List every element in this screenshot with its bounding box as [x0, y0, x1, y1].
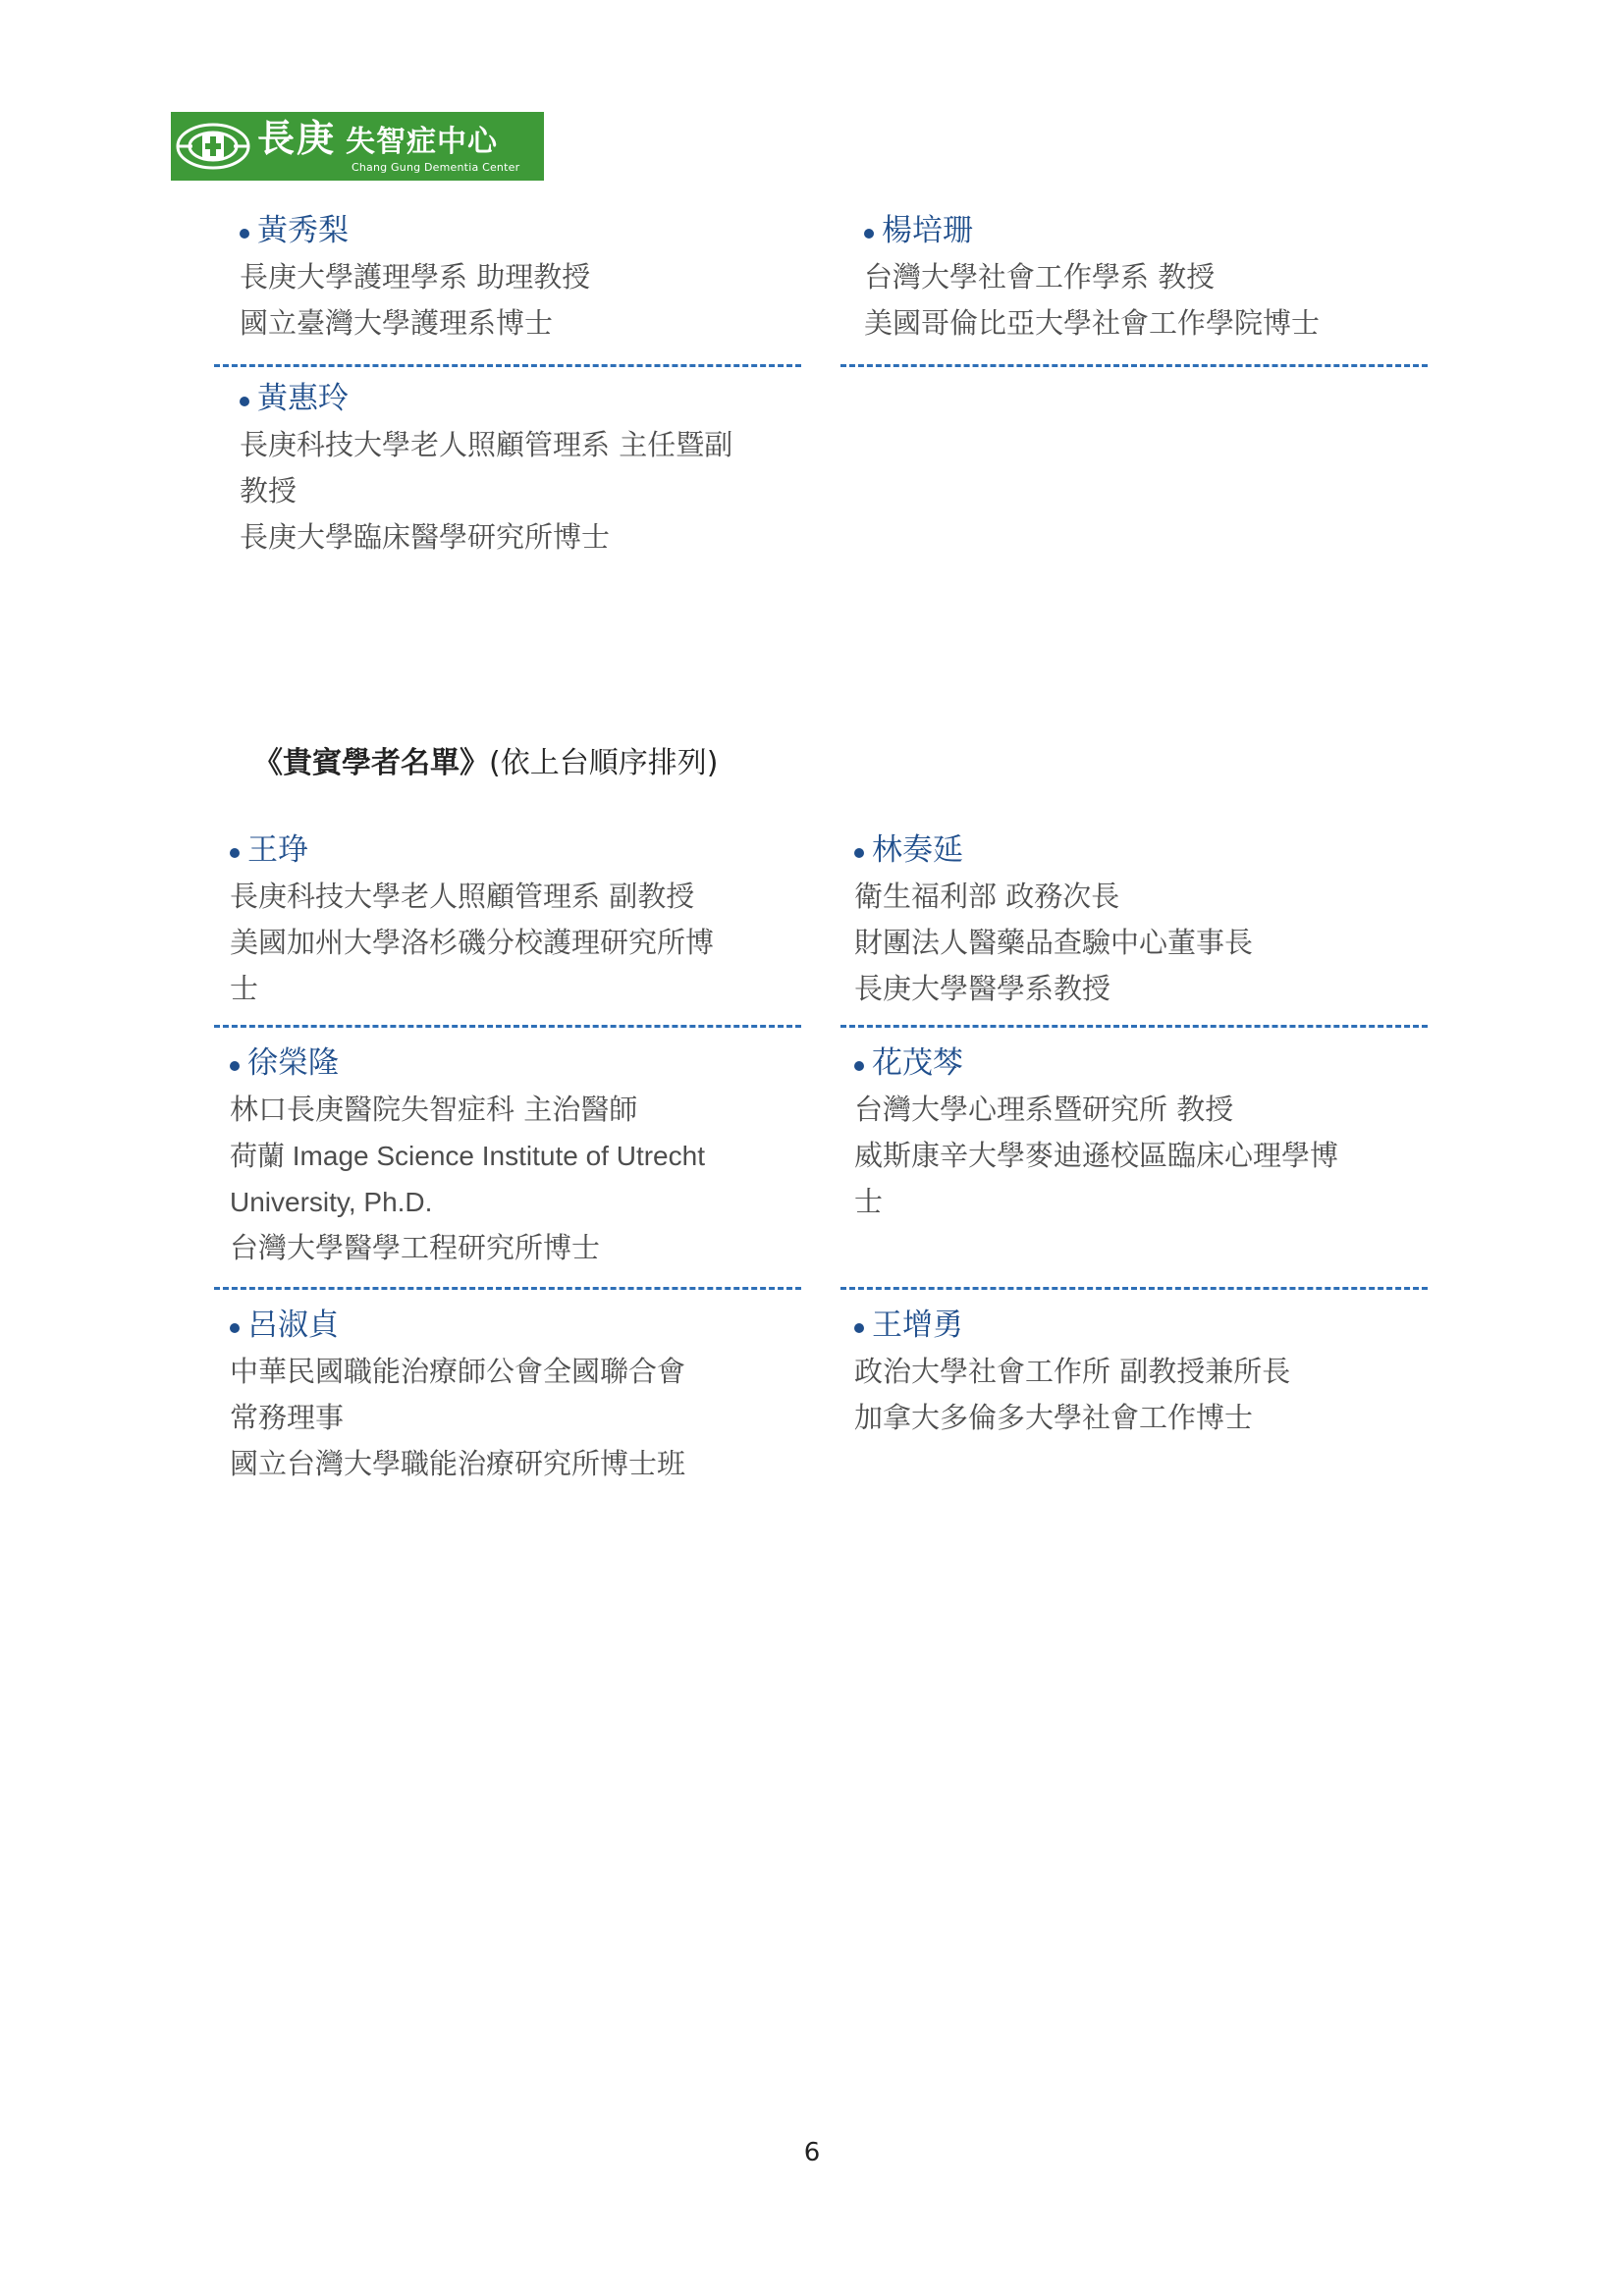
list-item — [240, 375, 732, 561]
logo-brand: 長庚 — [257, 115, 337, 160]
person-detail: 台灣大學社會工作學系 教授 — [864, 260, 1216, 294]
person-name: 呂淑貞 — [247, 1308, 339, 1343]
person-detail: 台灣大學醫學工程研究所博士 — [230, 1231, 601, 1264]
list-item — [230, 1040, 705, 1271]
bullet-icon — [230, 1323, 240, 1333]
person-detail: 中華民國職能治療師公會全國聯合會 — [230, 1355, 686, 1388]
person-detail: 衛生福利部 政務次長 — [854, 880, 1120, 913]
dashed-divider — [214, 364, 801, 367]
section-title — [253, 738, 718, 781]
bullet-icon — [230, 1061, 240, 1071]
person-detail: 長庚科技大學老人照顧管理系 主任暨副 — [240, 428, 733, 461]
list-item — [854, 827, 1253, 1012]
bullet-icon — [854, 1061, 864, 1071]
bullet-icon — [230, 848, 240, 858]
dashed-divider — [840, 1025, 1428, 1028]
list-item — [854, 1302, 1290, 1441]
chang-gung-logo — [171, 112, 544, 181]
person-detail: 美國哥倫比亞大學社會工作學院博士 — [864, 306, 1321, 340]
logo-center-name: 失智症中心 — [346, 124, 499, 159]
page-number: 6 — [803, 2138, 821, 2167]
person-name: 徐榮隆 — [247, 1045, 339, 1081]
bullet-icon — [854, 848, 864, 858]
bullet-icon — [854, 1323, 864, 1333]
person-name: 黃惠玲 — [257, 381, 349, 416]
dashed-divider — [840, 1287, 1428, 1290]
person-detail: 長庚大學臨床醫學研究所博士 — [240, 520, 611, 554]
person-detail: 常務理事 — [230, 1401, 345, 1434]
section-note: (依上台順序排列) — [489, 746, 719, 780]
person-detail: 士 — [854, 1185, 884, 1218]
person-detail: 教授 — [240, 474, 298, 507]
bullet-icon — [240, 229, 249, 239]
person-name: 王增勇 — [872, 1308, 963, 1343]
person-detail: 政治大學社會工作所 副教授兼所長 — [854, 1355, 1291, 1388]
person-detail: 國立臺灣大學護理系博士 — [240, 306, 554, 340]
logo-english-name: Chang Gung Dementia Center — [352, 160, 520, 174]
person-name: 黃秀梨 — [257, 213, 349, 248]
person-detail: 林口長庚醫院失智症科 主治醫師 — [230, 1093, 638, 1126]
person-detail: University, Ph.D. — [230, 1187, 433, 1217]
person-detail: 長庚大學護理學系 助理教授 — [240, 260, 591, 294]
logo-text — [255, 115, 520, 174]
person-name: 楊培珊 — [882, 213, 973, 248]
list-item — [230, 827, 714, 1012]
person-detail: 加拿大多倫多大學社會工作博士 — [854, 1401, 1254, 1434]
person-detail: 美國加州大學洛杉磯分校護理研究所博 — [230, 926, 715, 959]
hospital-emblem-icon — [171, 112, 255, 181]
list-item — [240, 207, 590, 347]
person-detail: 荷蘭 Image Science Institute of Utrecht — [230, 1141, 705, 1171]
person-detail: 威斯康辛大學麥迪遜校區臨床心理學博 — [854, 1139, 1339, 1172]
dashed-divider — [840, 364, 1428, 367]
person-detail: 國立台灣大學職能治療研究所博士班 — [230, 1447, 686, 1480]
dashed-divider — [214, 1025, 801, 1028]
list-item — [864, 207, 1320, 347]
person-name: 花茂棽 — [872, 1045, 963, 1081]
person-name: 林奏延 — [872, 832, 963, 868]
person-detail: 長庚科技大學老人照顧管理系 副教授 — [230, 880, 695, 913]
list-item — [230, 1302, 685, 1487]
bullet-icon — [864, 229, 874, 239]
bullet-icon — [240, 397, 249, 406]
list-item — [854, 1040, 1338, 1225]
person-detail: 台灣大學心理系暨研究所 教授 — [854, 1093, 1234, 1126]
dashed-divider — [214, 1287, 801, 1290]
person-detail: 財團法人醫藥品查驗中心董事長 — [854, 926, 1254, 959]
person-detail: 士 — [230, 972, 259, 1005]
person-name: 王琤 — [247, 832, 308, 868]
person-detail: 長庚大學醫學系教授 — [854, 972, 1111, 1005]
section-heading: 《貴賓學者名單》 — [253, 746, 489, 780]
